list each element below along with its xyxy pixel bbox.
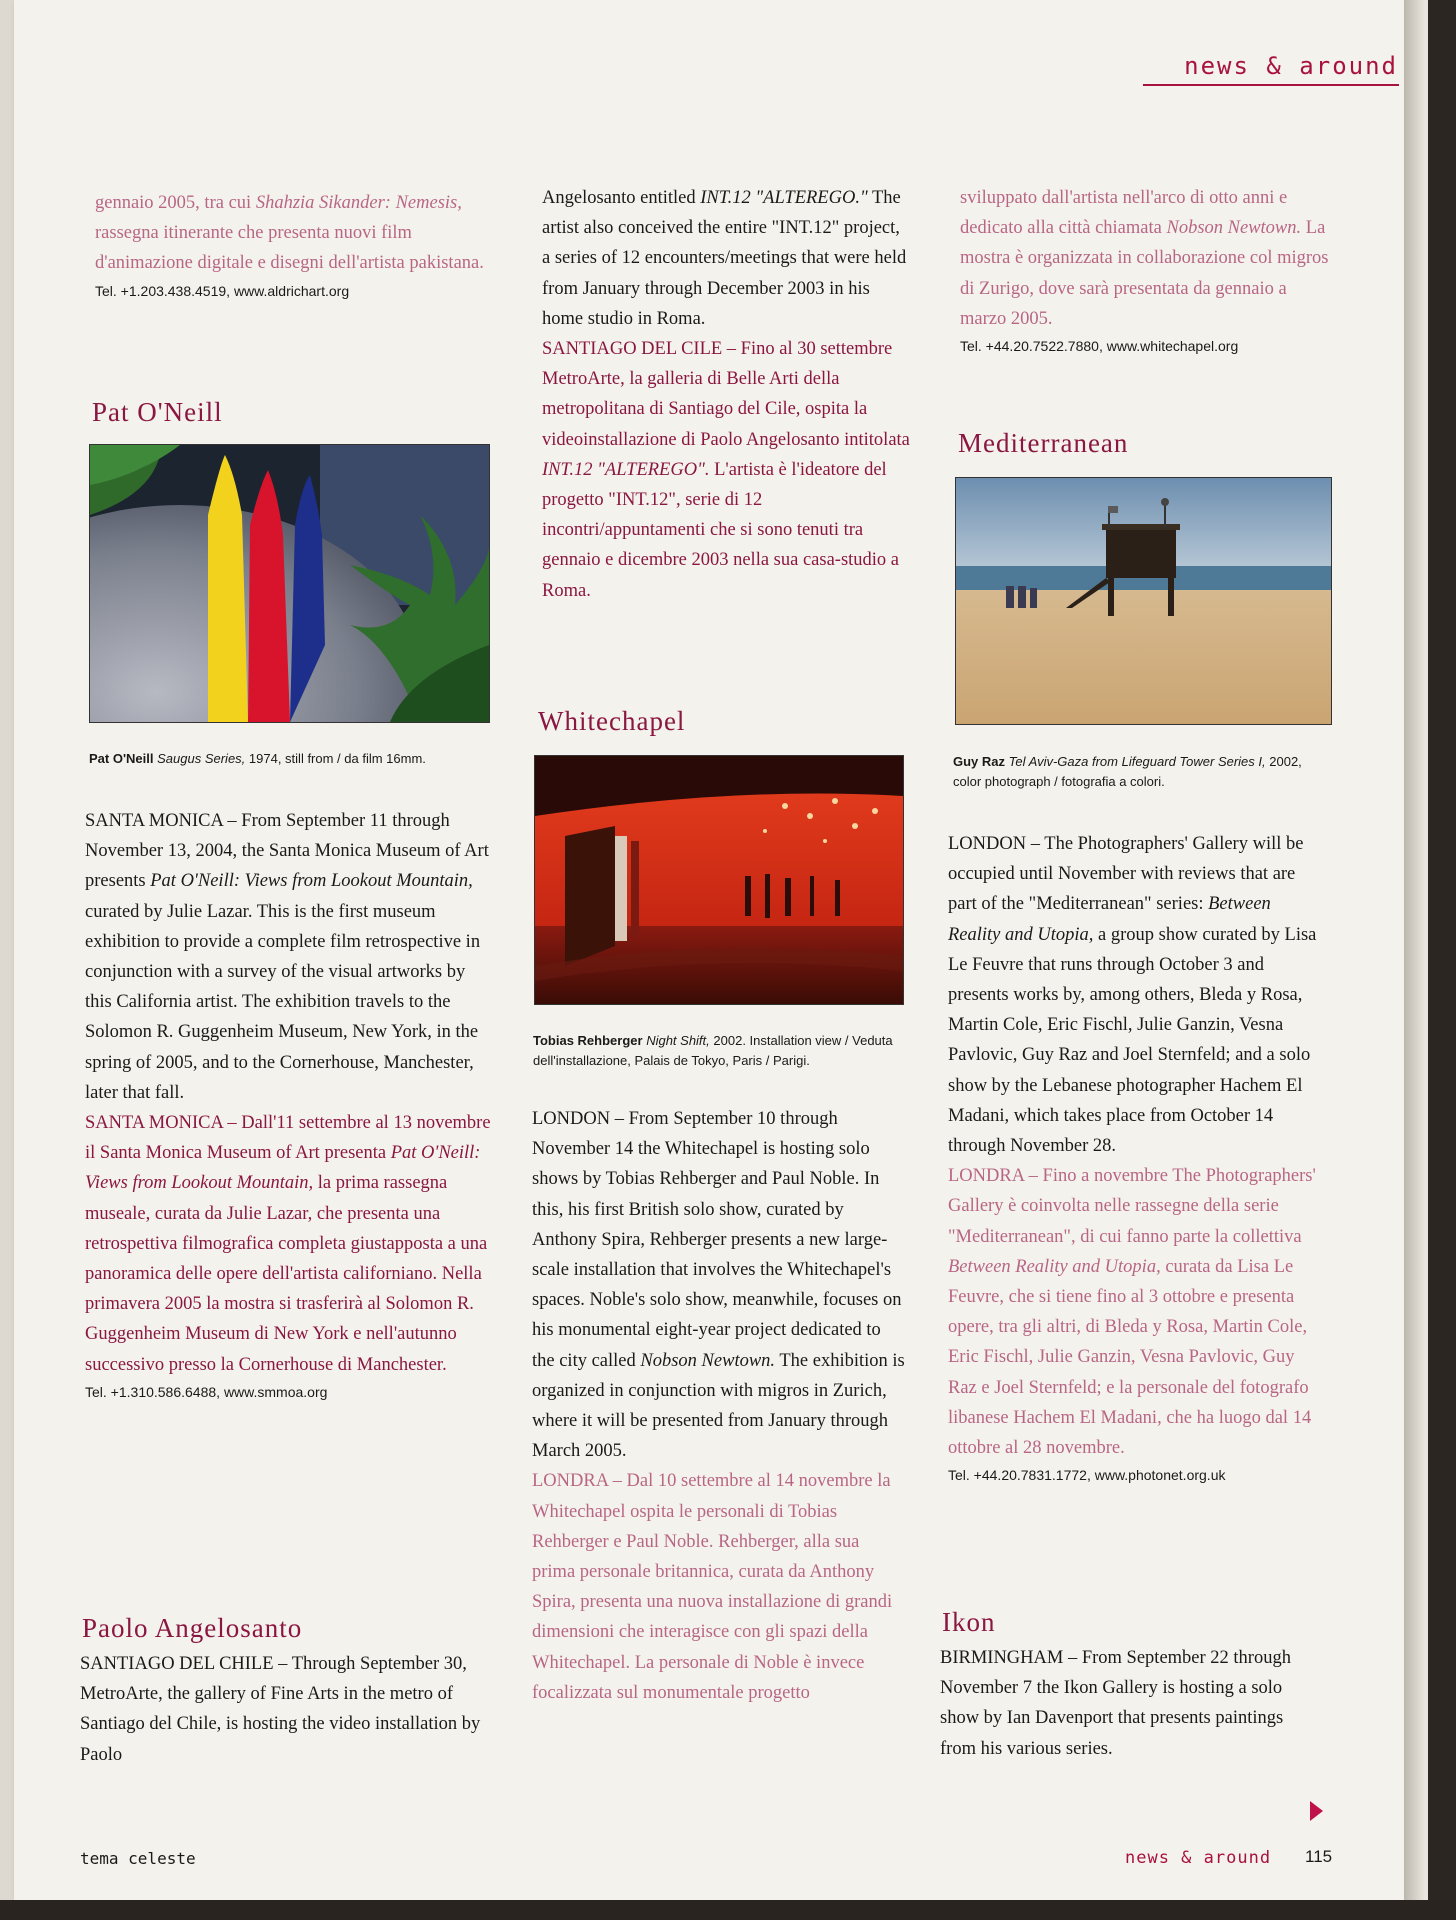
angelosanto-english-text: SANTIAGO DEL CHILE – Through September 30, MetroArte, the gallery of Fine Arts in the metro of Santiago del Chile, is hosting the video installation by Paolo [80, 1654, 481, 1765]
heading-mediterranean: Mediterranean [958, 428, 1129, 458]
continue-arrow-icon [1310, 1801, 1323, 1821]
ikon-english-text: BIRMINGHAM – From September 22 through November 7 the Ikon Gallery is hosting a solo show by Ian Davenport that presents paintings from his various series. [940, 1648, 1291, 1759]
pat-oneill-caption: Pat O'Neill Saugus Series, 1974, still from / da film 16mm. [89, 751, 426, 766]
pat-oneill-image [89, 444, 490, 723]
whitechapel-article [532, 1104, 907, 1708]
whitechapel-english-text: LONDON – From September 10 through November 14 the Whitechapel is hosting solo shows by Tobias Rehberger and Paul Noble. In this, his first British solo show, curated by Anthony Spira, Rehberger presents a new large-scale installation that involves the Whitechapel's spaces. Noble's solo show, meanwhile, focuses on his monumental eight-year project dedicated to the city called Nobson Newtown. The exhibition is organized in conjunction with migros in Zurich, where it will be presented from January through March 2005. [532, 1109, 905, 1462]
column-3 [960, 183, 1330, 354]
section-rule [1143, 84, 1399, 86]
mediterranean-english-text: LONDON – The Photographers' Gallery will be occupied until November with reviews that are part of the "Mediterranean" series: Between Reality and Utopia, a group show curated by Lisa Le Feuvre that runs through October 3 and presents works by, among others, Bleda y Rosa, Martin Cole, Eric Fischl, Julie Ganzin, Vesna Pavlovic, Guy Raz and Joel Sternfeld; and a solo show by the Lebanese photographer Hachem El Madani, which takes place from October 14 through November 28. [948, 834, 1317, 1157]
bottom-band [0, 1900, 1456, 1920]
whitechapel-contact: Tel. +44.20.7522.7880, www.whitechapel.org [960, 338, 1239, 355]
photonet-contact: Tel. +44.20.7831.1772, www.photonet.org.uk [948, 1467, 1226, 1484]
column-2 [542, 183, 912, 606]
ikon-article [940, 1643, 1322, 1764]
angelosanto-italian-text: SANTIAGO DEL CILE – Fino al 30 settembre MetroArte, la galleria di Belle Arti della metropolitana di Santiago del Cile, ospita la videoinstallazione di Paolo Angelosanto intitolata INT.12 "ALTEREGO". L'artista è l'ideatore del progetto "INT.12", serie di 12 incontri/appuntamenti che si sono tenuti tra gennaio e dicembre 2003 nella sua casa-studio a Roma. [542, 339, 910, 601]
mediterranean-caption: Guy Raz Tel Aviv-Gaza from Lifeguard Tower Series I, 2002, color photograph / fotografia a colori. [953, 754, 1302, 789]
heading-paolo-angelosanto: Paolo Angelosanto [82, 1613, 303, 1643]
pat-oneill-italian-text: SANTA MONICA – Dall'11 settembre al 13 novembre il Santa Monica Museum of Art presenta Pat O'Neill: Views from Lookout Mountain, la prima rassegna museale, curata da Julie Lazar, che presenta una retrospettiva filmografica completa giustapposta a una panoramica delle opere dell'artista californiano. Nella primavera 2005 la mostra si trasferirà al Solomon R. Guggenheim Museum di New York e nell'autunno successivo presso la Cornerhouse di Manchester. [85, 1113, 491, 1375]
column-1 [80, 188, 490, 299]
page-number: 115 [1305, 1847, 1333, 1866]
pat-oneill-english-text: SANTA MONICA – From September 11 through November 13, 2004, the Santa Monica Museum of Art presents Pat O'Neill: Views from Lookout Mountain, curated by Julie Lazar. This is the first museum exhibition to provide a complete film retrospective in conjunction with a survey of the visual artworks by this California artist. The exhibition travels to the Solomon R. Guggenheim Museum, New York, in the spring of 2005, and to the Cornerhouse, Manchester, later that fall. [85, 811, 489, 1103]
heading-pat-oneill: Pat O'Neill [92, 397, 223, 427]
page-edge [1404, 0, 1456, 1920]
angelosanto-english-continued: Angelosanto entitled INT.12 "ALTEREGO." The artist also conceived the entire "INT.12" project, a series of 12 encounters/meetings that were held from January through December 2003 in his home studio in Roma. [542, 188, 907, 329]
section-tag: news & around [1184, 52, 1398, 80]
heading-ikon: Ikon [942, 1607, 996, 1637]
aldrich-contact: Tel. +1.203.438.4519, www.aldrichart.org [95, 282, 350, 299]
whitechapel-italian-continued: sviluppato dall'artista nell'arco di otto anni e dedicato alla città chiamata Nobson Newtown. La mostra è organizzata in collaborazione col migros di Zurigo, dove sarà presentata da gennaio a marzo 2005. [960, 188, 1329, 329]
footer-section: news & around [1125, 1848, 1272, 1868]
angelosanto-article [80, 1649, 485, 1770]
whitechapel-italian-text: LONDRA – Dal 10 settembre al 14 novembre la Whitechapel ospita le personali di Tobias Rehberger e Paul Noble. Rehberger, alla sua prima personale britannica, curata da Anthony Spira, presenta una nuova installazione di grandi dimensioni che interagisce con gli spazi della Whitechapel. La personale di Noble è invece focalizzata sul monumentale progetto [532, 1471, 893, 1703]
pat-oneill-article [85, 806, 495, 1400]
footer-publication: tema celeste [80, 1849, 196, 1868]
heading-whitechapel: Whitechapel [538, 706, 686, 736]
mediterranean-article [948, 829, 1326, 1483]
whitechapel-caption: Tobias Rehberger Night Shift, 2002. Installation view / Veduta dell'installazione, Palais de Tokyo, Paris / Parigi. [533, 1033, 893, 1068]
whitechapel-image [534, 755, 904, 1005]
aldrich-italian-text: gennaio 2005, tra cui Shahzia Sikander: Nemesis, rassegna itinerante che presenta nuovi film d'animazione digitale e disegni dell'artista pakistana. [95, 193, 484, 274]
mediterranean-italian-text: LONDRA – Fino a novembre The Photographers' Gallery è coinvolta nelle rassegne della serie "Mediterranean", di cui fanno parte la collettiva Between Reality and Utopia, curata da Lisa Le Feuvre, che si tiene fino al 3 ottobre e presenta opere, tra gli altri, di Bleda y Rosa, Martin Cole, Eric Fischl, Julie Ganzin, Vesna Pavlovic, Guy Raz e Joel Sternfeld; e la personale del fotografo libanese Hachem El Madani, che ha luogo dal 14 ottobre al 28 novembre. [948, 1166, 1316, 1459]
smmoa-contact: Tel. +1.310.586.6488, www.smmoa.org [85, 1383, 328, 1400]
mediterranean-image [955, 477, 1332, 725]
